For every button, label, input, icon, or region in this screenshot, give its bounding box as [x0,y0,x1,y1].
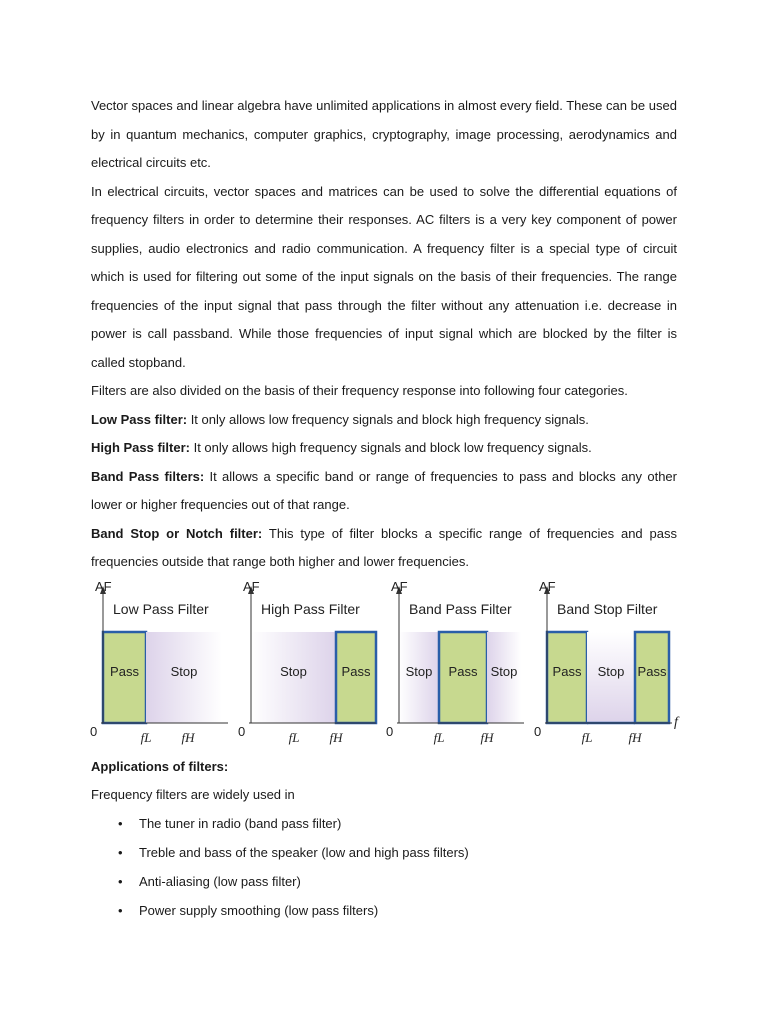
fl-label: fL [288,730,300,745]
list-item-text: The tuner in radio (band pass filter) [139,816,342,831]
filter-type-high-pass [91,434,677,463]
origin-label: 0 [90,724,98,739]
fh-label: fH [480,730,494,745]
panel-title: Low Pass Filter [113,601,209,617]
fh-label: fH [628,730,642,745]
filter-desc: It only allows low frequency signals and block high frequency signals. [187,411,589,427]
bullet: • [118,903,123,918]
region-label: Pass [552,664,582,679]
list-item-text: Power supply smoothing (low pass filters) [139,903,379,918]
panel-title: Band Stop Filter [557,601,658,617]
filter-desc: It only allows high frequency signals and block low frequency signals. [189,440,592,455]
origin-label: 0 [238,724,246,739]
list-item-text: Treble and bass of the speaker (low and high pass filters) [139,845,469,860]
paragraph-intro: Vector spaces and linear algebra have unlimited applications in almost every field. These can be used by in quantum mechanics, computer graphics, cryptography, image processing, aerodynamics and electrical circuits etc. [91,98,677,170]
region-label: Stop [170,664,198,679]
panel-title: High Pass Filter [261,601,360,617]
list-item [91,844,469,873]
paragraph-circuits: In electrical circuits, vector spaces and matrices can be used to solve the differential equations of frequency filters in order to determine their responses. AC filters is a very key component of power supplies, audio electronics and radio communication. A frequency filter is a special type of circuit which is used for filtering out some of the input signals on the basis of their frequencies. The range frequencies of the input signal that pass through the filter without any attenuation i.e. decrease in power is call passband. While those frequencies of input signal which are blocked by the filter is called stopband. [91,183,677,370]
filter-desc: This type of filter blocks a specific range of frequencies and pass frequencies outside that range both higher and lower frequencies. [91,525,677,569]
bullet: • [118,845,123,860]
panel-title: Band Pass Filter [409,601,512,617]
filter-panel [386,579,524,745]
axis-label: AF [243,579,260,594]
fh-label: fH [329,730,343,745]
region-label: Pass [341,664,371,679]
applications-list [91,815,469,931]
filter-diagram [86,576,686,752]
filter-panel [534,579,680,745]
axis-label: AF [391,579,408,594]
fl-label: fL [581,730,593,745]
region-label: Pass [110,664,139,679]
fl-label: fL [140,730,152,745]
list-item [91,873,469,902]
f-axis-label: f [674,715,678,730]
bullet: • [118,874,123,889]
filter-type-low-pass [91,406,677,435]
bullet: • [118,816,123,831]
applications-intro: Frequency filters are widely used in [91,787,295,802]
filter-term: Band Stop or Notch filter: [91,525,263,541]
region-label: Stop [490,664,518,679]
region-label: Stop [597,664,625,679]
region-label: Pass [637,664,667,679]
list-item [91,902,469,931]
origin-label: 0 [386,724,394,739]
applications-heading: Applications of filters: [91,759,229,774]
region-label: Stop [405,664,433,679]
filter-panel [90,579,228,745]
region-label: Pass [448,664,478,679]
filter-desc: It allows a specific band or range of frequencies to pass and blocks any other lower or higher frequencies out of that range. [91,468,677,512]
fh-label: fH [181,730,195,745]
list-item [91,815,469,844]
region-label: Stop [280,664,307,679]
axis-label: AF [95,579,112,594]
list-item-text: Anti-aliasing (low pass filter) [139,874,301,889]
origin-label: 0 [534,724,542,739]
paragraph-categories: Filters are also divided on the basis of their frequency response into following four categories. [91,383,628,398]
filter-type-band-stop [91,520,677,577]
fl-label: fL [433,730,445,745]
body-text [91,92,677,577]
filter-term: Low Pass filter: [91,411,188,427]
filter-panel [238,579,376,745]
filter-term: Band Pass filters: [91,468,205,484]
axis-label: AF [539,579,556,594]
filter-term: High Pass filter: [91,440,190,455]
filter-type-band-pass [91,463,677,520]
